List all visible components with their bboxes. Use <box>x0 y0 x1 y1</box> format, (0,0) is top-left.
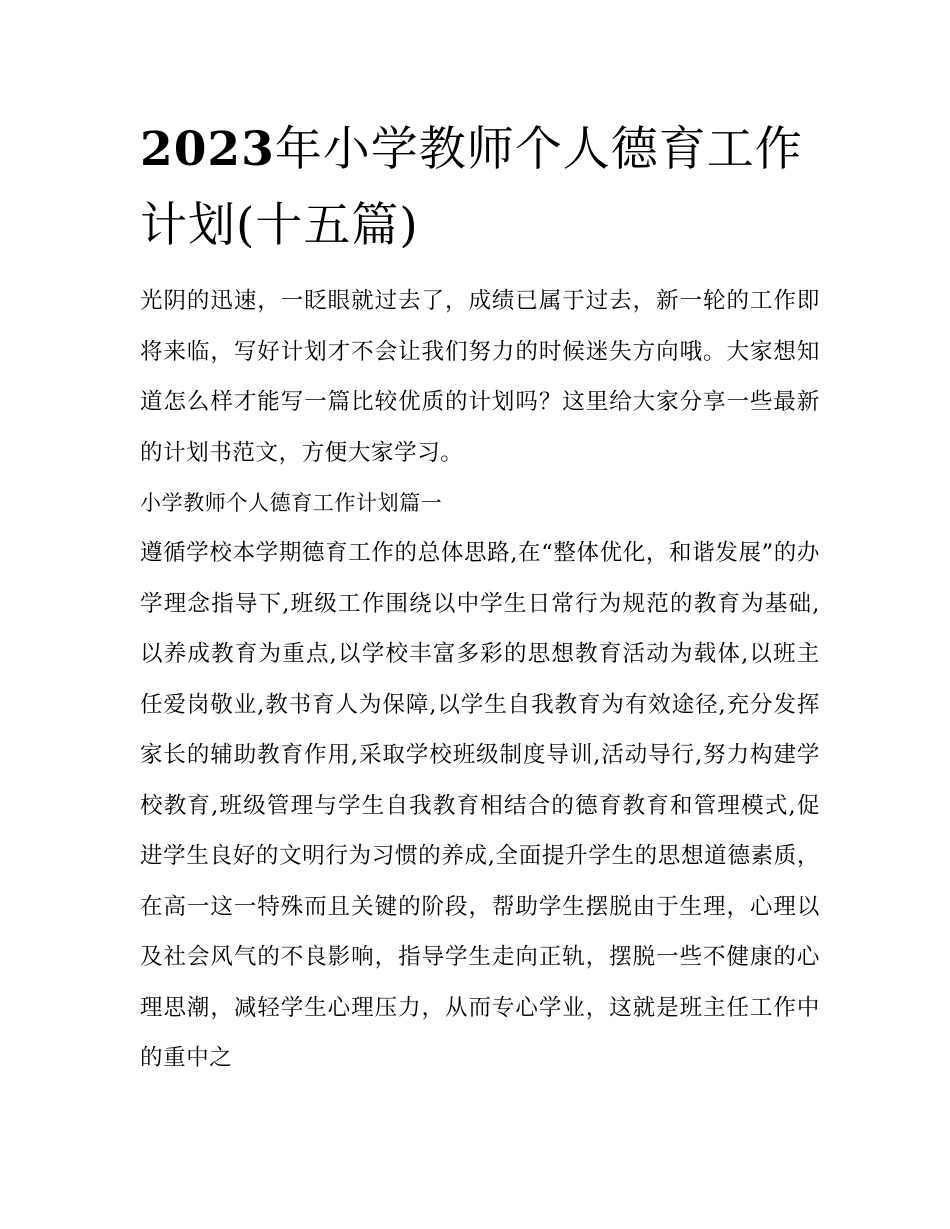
title-text: 年小学教师个人德育工作计划(十五篇) <box>140 122 803 253</box>
title-year: 2023 <box>140 122 275 177</box>
document-title <box>140 112 820 264</box>
section-body-paragraph: 遵循学校本学期德育工作的总体思路,在“整体优化，和谐发展”的办学理念指导下,班级工作围绕以中学生日常行为规范的教育为基础,以养成教育为重点,以学校丰富多彩的思想教育活动为载体,以班主任爱岗敬业,教书育人为保障,以学生自我教育为有效途径,充分发挥家长的辅助教育作用,采取学校班级制度导训,活动导行,努力构建学校教育,班级管理与学生自我教育相结合的德育教育和管理模式,促进学生良好的文明行为习惯的养成,全面提升学生的思想道德素质，在高一这一特殊而且关键的阶段，帮助学生摆脱由于生理，心理以及社会风气的不良影响，指导学生走向正轨，摆脱一些不健康的心理思潮，减轻学生心理压力，从而专心学业，这就是班主任工作中的重中之 <box>140 540 820 1071</box>
intro-paragraph: 光阴的迅速，一眨眼就过去了，成绩已属于过去，新一轮的工作即将来临，写好计划才不会让我们努力的时候迷失方向哦。大家想知道怎么样才能写一篇比较优质的计划吗？这里给大家分享一些最新的计划书范文，方便大家学习。 <box>140 288 820 466</box>
section-heading: 小学教师个人德育工作计划篇一 <box>140 491 443 515</box>
